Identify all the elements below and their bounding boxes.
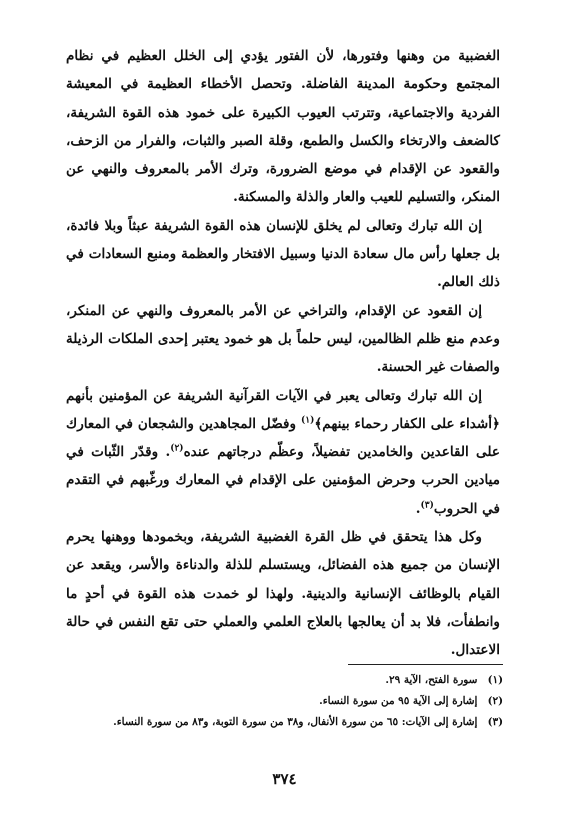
footnote-marker: (٢) <box>170 443 184 454</box>
footnote-text: سورة الفتح، الآية ٢٩. <box>385 674 478 686</box>
footnote-separator <box>348 664 503 665</box>
paragraph-text: الغضبية من وهنها وفتورها، لأن الفتور يؤدي إلى الخلل العظيم في نظام المجتمع وحكومة المدينة الفاضلة. وتحصل الأخطاء العظيمة في المعيشة الفردية والاجتماعية، وتترتب العيوب الكبيرة على خمود هذه القوة الشريفة، كالضعف والارتخاء والكسل والطمع، وقلة الصبر والثبات، والفرار من الزحف، والقعود عن الإقدام في موضع الضرورة، وترك الأمر بالمعروف والنهي عن المنكر، والتسليم للعيب والعار والذلة والمسكنة. <box>66 48 500 206</box>
footnote-text: إشارة إلى الآيات: ٦٥ من سورة الأنفال، و٣٨ من سورة التوبة، و٨٣ من سورة النساء. <box>113 716 478 728</box>
main-text <box>66 42 500 665</box>
footnote-number: (٣) <box>487 716 503 728</box>
footnote-marker: (٣) <box>420 500 434 511</box>
paragraph-text: . <box>415 500 421 517</box>
paragraph-text: . وقدّر الثّبات في ميادين الحرب وحرض المؤمنين على الإقدام في المعارك ورغّبهم في التقدم في الحروب <box>66 444 500 517</box>
paragraph-text: إن القعود عن الإقدام، والتراخي عن الأمر بالمعروف والنهي عن المنكر، وعدم منع ظلم الظالمين، ليس حلماً بل هو خمود يعتبر إحدى الملكات الرذيلة والصفات غير الحسنة. <box>66 302 500 376</box>
paragraph <box>66 297 500 382</box>
page-body <box>66 42 500 665</box>
paragraph-text: إن الله تبارك وتعالى يعبر في الآيات القرآنية الشريفة عن المؤمنين بأنهم <box>66 387 482 404</box>
footnote <box>63 712 503 733</box>
footnote-marker: (١) <box>300 415 315 426</box>
paragraph-text: وفضّل المجاهدين والشجعان في المعارك على القاعدين والخامدين تفضيلاً، وعظّم درجاتهم عنده <box>66 415 500 461</box>
footnote <box>63 691 503 712</box>
footnote-text: إشارة إلى الآية ٩٥ من سورة النساء. <box>319 695 478 707</box>
paragraph <box>66 382 500 523</box>
paragraph-text: إن الله تبارك وتعالى لم يخلق للإنسان هذه القوة الشريفة عبثاً وبلا فائدة، بل جعلها رأس مال سعادة الدنيا وسبيل الافتخار والعظمة ومنبع السعادات في ذلك العالم. <box>66 217 500 291</box>
paragraph <box>66 42 500 212</box>
footnote-number: (١) <box>487 674 503 686</box>
paragraph-text: وكل هذا يتحقق في ظل القرة الغضبية الشريفة، وبخمودها ووهنها يحرم الإنسان من جميع هذه الفضائل، ويستسلم للذلة والدناءة والأسر، ويقعد عن القيام بالوظائف الإنسانية والدينية. ولهذا لو خمدت هذه القوة في أحدٍ ما وانطفأت، فلا بد أن يعالجها بالعلاج العلمي والعملي حتى تقع النفس في حالة الاعتدال. <box>66 529 500 659</box>
footnote-number: (٢) <box>487 695 503 707</box>
page-number: ٣٧٤ <box>272 770 297 788</box>
paragraph <box>66 212 500 297</box>
footnotes <box>63 670 503 733</box>
quran-quote: ﴿أشداء على الكفار رحماء بينهم﴾ <box>314 415 500 432</box>
paragraph <box>66 523 500 664</box>
footnote <box>63 670 503 691</box>
